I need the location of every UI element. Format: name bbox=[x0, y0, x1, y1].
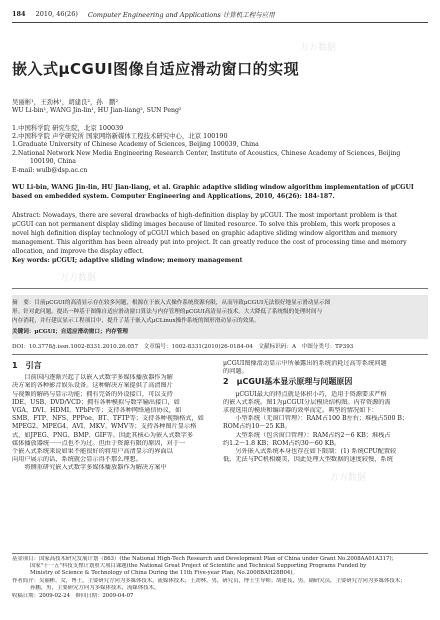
footnote-line: 国家"十一五"科技支撑计划重大项目课题(the National Great Project of Scientific and Technical Supporting Programs Funded by bbox=[30, 563, 367, 569]
affiliation-line: 1.中国科学院 研究生院，北京 100039 bbox=[12, 124, 124, 132]
abstract-line: Abstract: Nowadays, there are several drawbacks of high-definition display by μCGUI. The most important problem is that bbox=[12, 212, 398, 219]
body-line: 式，如JPEG、PNG、BMP、GIF等。因此其核心为嵌入式数字多 bbox=[12, 431, 194, 439]
body-line: 的嵌入式系统。图1为μCGUI分层模块结构图。内存资源的需 bbox=[223, 398, 391, 406]
affiliation-line: 2.National Network New Media Engineering Research Center, Institute of Acoustics, Chinese Academy of Sciences, Beijing bbox=[12, 150, 401, 157]
affiliation-line: 100190, China bbox=[30, 158, 76, 165]
body-line: 约1.2～1.8 KB；ROM占约30～60 KB。 bbox=[223, 439, 341, 447]
authors-en: WU Li-bin¹, WANG Jin-lin¹, HU Jian-liang², SUN Peng² bbox=[12, 107, 182, 114]
body-line: μCGUI图像滑动显示中所暴露出的系统消耗过高等系统问题 bbox=[223, 360, 387, 367]
body-line: IDE、USB、DVD/VCD；拥有各种模拟与数字输出接口，如 bbox=[12, 398, 180, 406]
abstract-line: novel high definition display technology of μCGUI which based on graphic adaptive sliding window algorithm and memory bbox=[12, 230, 398, 237]
keywords-en: Key words: μCGUI; adaptive sliding window; memory management bbox=[12, 257, 243, 264]
body-line: 另外嵌入式系统本身也存在如下限制：(1) 系统CPU配置较 bbox=[223, 448, 397, 456]
keywords-cn: 关键词：μCGUI；自适应滑动窗口；内存管理 bbox=[12, 329, 128, 335]
paper-title: 嵌入式μCGUI图像自适应滑动窗口的实现 bbox=[12, 60, 300, 78]
watermark: 万方数据 bbox=[60, 273, 97, 283]
body-line: 与视频的解码与显示功能；拥有完备的外设接口，可以支持 bbox=[12, 390, 173, 398]
body-line: MPEG2、MPEG4、AVI、MKV、WMV等；支持各种图片显示格 bbox=[12, 423, 197, 431]
body-line: 将侧重研究嵌入式数字多媒体播放器作为解决方案中 bbox=[12, 464, 167, 472]
citation-line: WU Li-bin, WANG Jin-lin, HU Jian-liang, et al. Graphic adaptive sliding window algorithm implementation of μCGUI bbox=[12, 184, 414, 191]
body-line: 低，无法与PC机相媲美，因此处理大型数据的速度较慢，系统 bbox=[223, 456, 393, 464]
watermark: 万方数据 bbox=[330, 473, 367, 483]
left-column bbox=[12, 360, 217, 473]
footnote-rule bbox=[12, 553, 428, 554]
page-number: 184 bbox=[12, 10, 26, 18]
abstract-line: μCGUI can not permanent display sliding images because of limited resource. To solve this problem, this work proposes a bbox=[12, 221, 396, 228]
body-line: 的问题。 bbox=[223, 368, 248, 376]
body-line: ROM占约10～25 KB。 bbox=[223, 423, 291, 431]
footnote-line: 基金项目：国家高技术研究发展计划（863）(the National High-Tech Research and Development Plan of China under Grant No.2008AA01A317)； bbox=[12, 556, 397, 562]
abstract-line: allocation, and improve the display effect. bbox=[12, 248, 144, 255]
abstract-cn-line: 形。针对此问题，提出一种基于图像自适应滑动窗口算法与内存管理的μCGUI高清显示技术。大大降低了系统级的处理时间与 bbox=[12, 309, 323, 315]
authors-cn: 吴丽彬¹，王劲林¹，胡建良²，孙 鹏² bbox=[12, 98, 119, 106]
footnote-line: Ministry of Science & Technology of China During the 11th Five-year Plan, No.2008BAH28B04)。 bbox=[30, 570, 298, 576]
header-rule bbox=[12, 22, 428, 23]
footnote-line: 孙鹏，男，主要研究方向为多媒体技术，流媒体技术。 bbox=[30, 585, 160, 591]
body-line: VGA、DVI、HDMI、YPbPr等；支持各种网络通信协议，如 bbox=[12, 407, 182, 415]
body-line: 个嵌入式系统来说如果不能很好的将用户高清显示的界面以 bbox=[12, 448, 173, 456]
body-line: 决方案的各种影音娱乐设备。这种解决方案提供了高清图片 bbox=[12, 382, 173, 390]
body-line: 向用户展示的话，系统就会显示得不那么理想。 bbox=[12, 456, 142, 464]
right-column bbox=[223, 360, 428, 464]
journal-name: Computer Engineering and Applications 计算机工程与应用 bbox=[87, 10, 275, 19]
abstract-line: management. This algorithm has been already put into project. It can greatly reduce the cost of processing time and memory bbox=[12, 239, 407, 246]
footnote-line: 收稿日期：2009-02-24 修回日期：2009-04-07 bbox=[12, 593, 134, 599]
body-line: 目前国内逐渐兴起了以嵌入式数字多媒体播放器作为解 bbox=[12, 374, 173, 382]
running-header bbox=[12, 8, 428, 20]
section-heading: 1 引言 bbox=[12, 361, 42, 370]
body-line: μCGUI最大的特点就是体积小巧，适用于资源要求严格 bbox=[223, 390, 387, 398]
abstract-cn-line: 内存消耗，并行建议显示工程项目中，提升了基于嵌入式μCLinux操作系统的图形滑动显示的效果。 bbox=[12, 318, 260, 324]
abstract-cn-line: 摘 要：目前μCGUI的高清显示存在较多问题，根源在于嵌入式操作系统资源有限，从而导致μCGUI无法很好地显示滑动显示图 bbox=[12, 300, 331, 306]
body-line: SMB、FTP、NFS、PPPoe、BT、TFTP等；支持各种视频格式，如 bbox=[12, 415, 204, 423]
email: E-mail: wulb@dsp.ac.cn bbox=[12, 167, 88, 174]
body-line: 媒体播放器统一一点也不为过。但由于资源有限的原因，对于一 bbox=[12, 439, 186, 447]
affiliation-line: 1.Graduate University of Chinese Academy of Sciences, Beijing 100039, China bbox=[12, 141, 259, 148]
divider bbox=[12, 288, 428, 289]
body-line: 求视选用的模块和编译器的效率而定。典型的情况如下： bbox=[223, 407, 378, 415]
doi-line: DOI：10.3778/j.issn.1002-8331.2010.26.057 文章编号：1002-8331(2010)26-0184-04 文献标识码：A 中图分类号：TP393 bbox=[12, 344, 354, 350]
citation-line: based on embedded system. Computer Engineering and Applications, 2010, 46(26): 184-187. bbox=[12, 193, 335, 200]
affiliation-line: 2.中国科学院 声学研究所 国家网络新媒体工程技术研究中心，北京 100190 bbox=[12, 132, 228, 140]
body-line: 大型系统（包含窗口管理）：RAM占约2～6 KB；堆栈占 bbox=[223, 431, 391, 439]
body-line: 小型系统（无窗口管理）：RAM占100 B左右；堆栈占500 B； bbox=[223, 415, 409, 423]
footnote-line: 作者简介：吴丽彬，女，博士，主要研究方向为多媒体技术，流媒体技术；王劲林，男，研究员，博士生导师；胡建良，男，副研究员，主要研究方向为多媒体技术； bbox=[12, 578, 406, 584]
section-heading: 2 μCGUI基本显示原理与问题原因 bbox=[223, 377, 353, 387]
issue-info: 2010, 46(26) bbox=[35, 10, 78, 18]
divider bbox=[12, 354, 428, 355]
watermark: 万方数据 bbox=[300, 43, 337, 53]
